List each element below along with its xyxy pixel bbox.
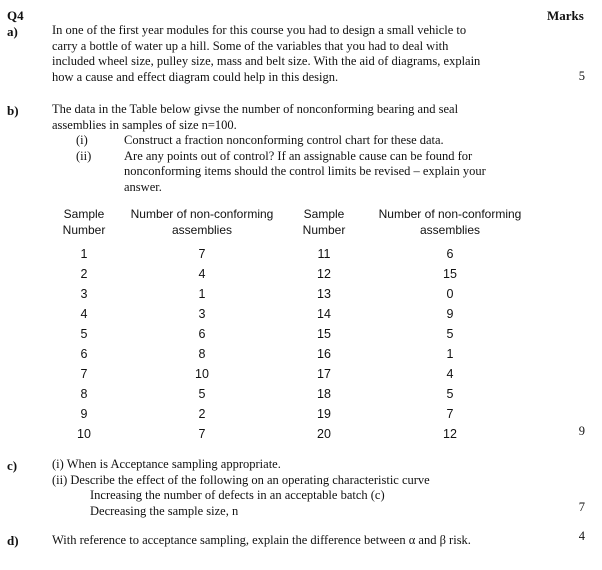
part-b-label: b): [7, 103, 19, 118]
table-cell: 8: [198, 347, 206, 361]
subpart-i-line: Construct a fraction nonconforming control chart for these data.: [124, 133, 444, 147]
table-row: [50, 364, 538, 384]
table-cell: 6: [80, 347, 88, 361]
part-c-text: [52, 457, 532, 488]
subpart-ii-line: nonconforming items should the control limits be revised – explain your: [124, 164, 486, 178]
subpart-i-text: [124, 133, 536, 149]
table-row: [50, 324, 538, 344]
table-cell: 13: [317, 287, 331, 301]
table-cell: 1: [446, 347, 454, 361]
table-cell: 6: [446, 247, 454, 261]
table-cell: 5: [80, 327, 88, 341]
table-cell: 6: [198, 327, 206, 341]
table-cell: 10: [195, 367, 209, 381]
table-row: [50, 264, 538, 284]
question-number: Q4: [7, 8, 24, 23]
table-cell: 14: [317, 307, 331, 321]
header-text: Number: [62, 223, 106, 237]
table-cell: 15: [443, 267, 457, 281]
part-b-marks: 9: [578, 424, 585, 438]
table-row: [50, 344, 538, 364]
part-c-line: (i) When is Acceptance sampling appropriate.: [52, 457, 281, 471]
table-cell: 5: [446, 327, 454, 341]
table-cell: 20: [317, 427, 331, 441]
part-a-text: [52, 23, 532, 85]
part-d-label: d): [7, 533, 19, 548]
part-b-text: [52, 102, 532, 133]
table-cell: 2: [198, 407, 206, 421]
table-cell: 7: [198, 427, 206, 441]
table-cell: 5: [446, 387, 454, 401]
table-cell: 8: [80, 387, 88, 401]
marks-column-heading: Marks: [547, 8, 584, 23]
header-text: Sample: [303, 207, 345, 221]
subpart-ii-text: [124, 149, 536, 196]
table-cell: 1: [80, 247, 88, 261]
part-c-indented-line: Decreasing the sample size, n: [90, 503, 239, 518]
table-row: [50, 304, 538, 324]
part-a-line: carry a bottle of water up a hill. Some of the variables that you had to deal with: [52, 38, 449, 53]
table-cell: 0: [446, 287, 454, 301]
table-cell: 12: [443, 427, 457, 441]
table-cell: 12: [317, 267, 331, 281]
part-b-subparts: [76, 133, 536, 195]
part-a-line: In one of the first year modules for this course you had to design a small vehicle to: [52, 23, 467, 37]
table-cell: 3: [198, 307, 206, 321]
table-cell: 9: [80, 407, 88, 421]
part-b-line: assemblies in samples of size n=100.: [52, 117, 237, 132]
table-cell: 15: [317, 327, 331, 341]
header-nonconforming-1: [118, 206, 286, 244]
header-text: assemblies: [171, 223, 233, 237]
table-row: [50, 404, 538, 424]
table-row: [50, 384, 538, 404]
part-c-indented: [90, 488, 530, 519]
table-cell: 3: [80, 287, 88, 301]
table-header-row: [50, 206, 538, 244]
subpart-i-number: (i): [76, 133, 88, 147]
table-cell: 17: [317, 367, 331, 381]
table-cell: 10: [77, 427, 91, 441]
table-cell: 2: [80, 267, 88, 281]
part-b-line: The data in the Table below givse the number of nonconforming bearing and seal: [52, 102, 459, 116]
table-cell: 4: [198, 267, 206, 281]
table-row: [50, 284, 538, 304]
header-text: Number of non-conforming: [378, 207, 522, 221]
part-d-text: With reference to acceptance sampling, explain the difference between α and β risk.: [52, 533, 471, 547]
table-cell: 7: [80, 367, 88, 381]
part-a-line: how a cause and effect diagram could help in this design.: [52, 69, 339, 84]
subpart-ii-number: (ii): [76, 148, 92, 163]
header-text: Sample: [63, 207, 105, 221]
table-cell: 4: [80, 307, 88, 321]
header-text: Number: [302, 223, 346, 237]
table-cell: 1: [198, 287, 206, 301]
table-cell: 4: [446, 367, 454, 381]
table-cell: 7: [446, 407, 454, 421]
part-a-label: a): [7, 24, 18, 39]
table-cell: 9: [446, 307, 454, 321]
part-a-line: included wheel size, pulley size, mass and belt size. With the aid of diagrams, explain: [52, 54, 481, 68]
subpart-ii-line: Are any points out of control? If an assignable cause can be found for: [124, 148, 473, 163]
header-sample-number-2: [286, 206, 362, 244]
subpart-i: [76, 133, 536, 149]
table-cell: 16: [317, 347, 331, 361]
nonconforming-data-table: [50, 206, 538, 444]
subpart-ii-line: answer.: [124, 179, 162, 194]
part-a-marks: 5: [578, 69, 585, 83]
table-cell: 11: [317, 247, 331, 261]
header-text: assemblies: [419, 223, 481, 237]
table-row: [50, 244, 538, 264]
table-cell: 5: [198, 387, 206, 401]
table-cell: 19: [317, 407, 331, 421]
header-sample-number-1: [50, 206, 118, 244]
table-cell: 7: [198, 247, 206, 261]
table-cell: 18: [317, 387, 331, 401]
part-c-label: c): [7, 458, 18, 473]
subpart-ii: [76, 149, 536, 196]
header-text: Number of non-conforming: [130, 207, 274, 221]
part-c-line: (ii) Describe the effect of the following on an operating characteristic curve: [52, 472, 430, 487]
header-nonconforming-2: [362, 206, 538, 244]
table-row: [50, 424, 538, 444]
part-c-marks: 7: [578, 500, 585, 514]
part-d-marks: 4: [578, 529, 585, 543]
part-c-indented-line: Increasing the number of defects in an acceptable batch (c): [90, 488, 385, 502]
